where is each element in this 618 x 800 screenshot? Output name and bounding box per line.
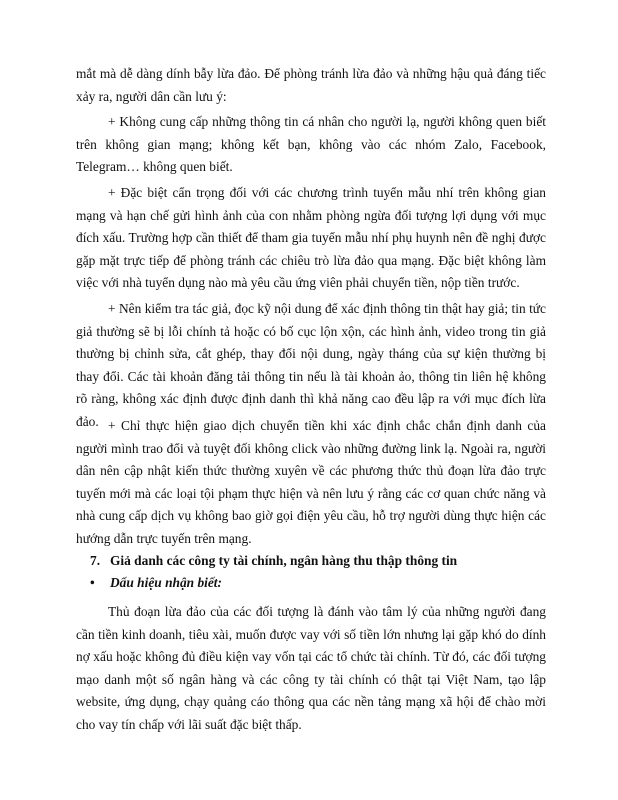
section-title: Giả danh các công ty tài chính, ngân hàng thu thập thông tin	[110, 553, 458, 568]
paragraph-tip-money-transfer: + Chỉ thực hiện giao dịch chuyển tiền khi xác định chắc chắn định danh của người mình trao đổi và tuyệt đối không click vào những đường link lạ. Ngoài ra, người dân nên cập nhật kiến thức thường xuyên về các phương thức thủ đoạn lừa đảo trực tuyến mới mà các loại tội phạm thực hiện và nên lưu ý rằng các cơ quan chức năng và nhà cung cấp dịch vụ không bao giờ gọi điện yêu cầu, hỗ trợ người dùng thực hiện các hướng dẫn trực tuyến trên mạng.	[76, 418, 546, 546]
bullet-icon: •	[90, 575, 95, 590]
section-heading	[90, 551, 457, 571]
paragraph-scam-description: Thủ đoạn lừa đảo của các đối tượng là đánh vào tâm lý của những người đang cần tiền kinh doanh, tiêu xài, muốn được vay với số tiền lớn nhưng lại gặp khó do dính nợ xấu hoặc không đủ điều kiện vay vốn tại các tổ chức tài chính. Từ đó, các đối tượng mạo danh một số ngân hàng và các công ty tài chính có thật tại Việt Nam, tạo lập website, ứng dụng, chạy quảng cáo thông qua các nền tảng mạng xã hội để chào mời cho vay tín chấp với lãi suất đặc biệt thấp.	[76, 604, 546, 732]
section-number: 7.	[90, 553, 101, 568]
paragraph-tip-child-models: + Đặc biệt cẩn trọng đối với các chương trình tuyển mẫu nhí trên không gian mạng và hạn chế gửi hình ảnh của con nhằm phòng ngừa đối tượng lợi dụng với mục đích xấu. Trường hợp cần thiết để tham gia tuyển mẫu nhí phụ huynh nên đề nghị được gặp mặt trực tiếp để phòng tránh các chiêu trò lừa đảo qua mạng. Đặc biệt không làm việc với nhà tuyển dụng nào mà yêu cầu ứng viên phải chuyển tiền, nộp tiền trước.	[76, 185, 546, 291]
paragraph-intro: mắt mà dễ dàng dính bẫy lừa đảo. Để phòng tránh lừa đảo và những hậu quả đáng tiếc xảy ra, người dân cần lưu ý:	[76, 66, 546, 104]
bullet-item	[90, 573, 222, 593]
paragraph-tip-personal-info: + Không cung cấp những thông tin cá nhân cho người lạ, người không quen biết trên không gian mạng; không kết bạn, không vào các nhóm Zalo, Facebook, Telegram… không quen biết.	[76, 114, 546, 175]
bullet-label: Dấu hiệu nhận biết:	[110, 575, 222, 590]
paragraph-tip-fake-news: + Nên kiểm tra tác giả, đọc kỹ nội dung để xác định thông tin thật hay giả; tin tức giả thường sẽ bị lỗi chính tả hoặc có bố cục lộn xộn, các hình ảnh, video trong tin giả thường bị chỉnh sửa, cắt ghép, thay đổi nội dung, ngày tháng của sự kiện thường bị thay đổi. Các tài khoản đăng tải thông tin nếu là tài khoản ảo, thông tin liên hệ không rõ ràng, không xác định được định danh thì khả năng cao đều lập ra với mục đích lừa đảo.	[76, 301, 546, 429]
